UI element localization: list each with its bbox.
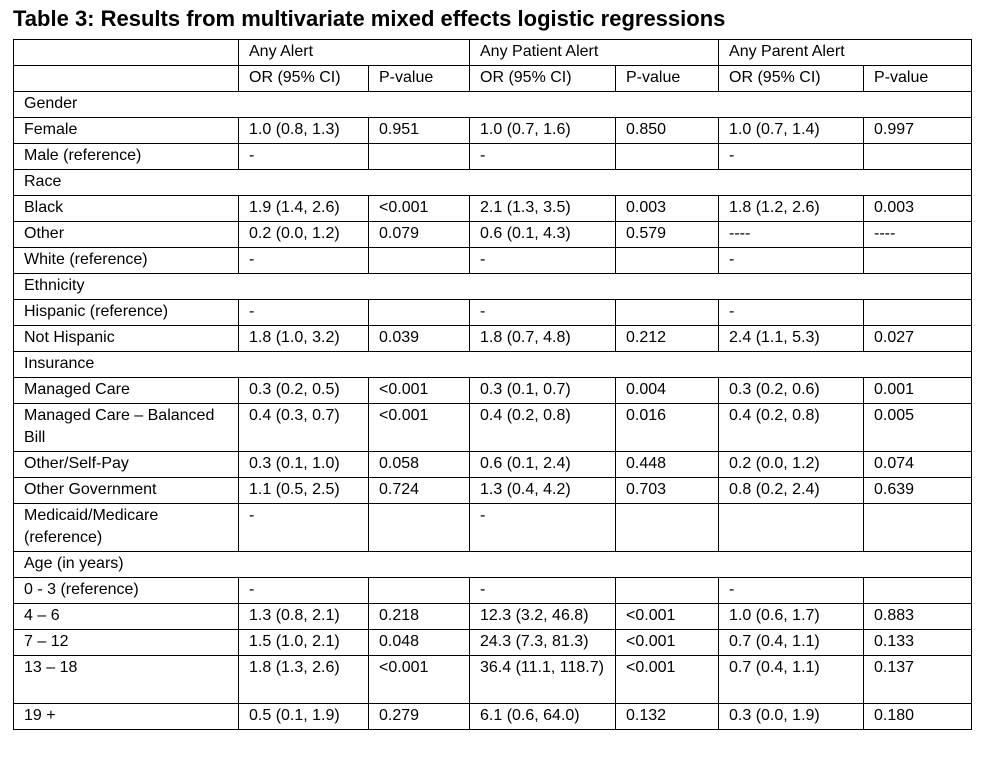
row-label: Managed Care (14, 378, 239, 404)
p-value-cell: 0.448 (616, 452, 719, 478)
p-value-cell: 0.850 (616, 118, 719, 144)
or-ci-cell: 6.1 (0.6, 64.0) (470, 704, 616, 730)
or-ci-cell: 36.4 (11.1, 118.7) (470, 656, 616, 704)
or-ci-cell: 1.0 (0.8, 1.3) (239, 118, 369, 144)
p-value-cell: <0.001 (369, 404, 470, 452)
or-ci-cell: - (239, 578, 369, 604)
p-value-cell: 0.039 (369, 326, 470, 352)
table-row (14, 578, 972, 604)
p-value-cell: 0.001 (864, 378, 972, 404)
group-header-row (14, 40, 972, 66)
table-row (14, 248, 972, 274)
or-ci-cell: 1.0 (0.7, 1.4) (719, 118, 864, 144)
row-label: 7 – 12 (14, 630, 239, 656)
row-label: Not Hispanic (14, 326, 239, 352)
or-ci-cell: 0.6 (0.1, 4.3) (470, 222, 616, 248)
or-ci-cell: - (470, 578, 616, 604)
p-value-cell: 0.218 (369, 604, 470, 630)
header-empty-cell (14, 40, 239, 66)
p-value-cell (369, 144, 470, 170)
p-value-cell: <0.001 (369, 378, 470, 404)
table-row (14, 504, 972, 552)
or-ci-cell: 0.4 (0.2, 0.8) (470, 404, 616, 452)
p-value-cell (616, 300, 719, 326)
table-row (14, 196, 972, 222)
p-value-cell: 0.997 (864, 118, 972, 144)
p-value-cell: 0.724 (369, 478, 470, 504)
or-ci-cell: ---- (719, 222, 864, 248)
p-value-cell: <0.001 (369, 196, 470, 222)
row-label: 4 – 6 (14, 604, 239, 630)
table-row (14, 452, 972, 478)
table-row (14, 300, 972, 326)
p-value-cell: <0.001 (369, 656, 470, 704)
row-label: Managed Care – Balanced Bill (14, 404, 239, 452)
or-ci-cell: 0.4 (0.2, 0.8) (719, 404, 864, 452)
p-value-cell: 0.003 (616, 196, 719, 222)
p-value-cell: 0.579 (616, 222, 719, 248)
section-row (14, 274, 972, 300)
section-label: Race (14, 170, 972, 196)
row-label: Male (reference) (14, 144, 239, 170)
row-label: 19 + (14, 704, 239, 730)
or-ci-cell: - (239, 144, 369, 170)
subheader-or-ci: OR (95% CI) (719, 66, 864, 92)
p-value-cell: 0.951 (369, 118, 470, 144)
or-ci-cell: - (719, 300, 864, 326)
table-title: Table 3: Results from multivariate mixed effects logistic regressions (13, 6, 726, 31)
p-value-cell: 0.180 (864, 704, 972, 730)
or-ci-cell: 0.4 (0.3, 0.7) (239, 404, 369, 452)
header-empty-cell (14, 66, 239, 92)
or-ci-cell: 0.7 (0.4, 1.1) (719, 656, 864, 704)
section-label: Gender (14, 92, 972, 118)
or-ci-cell: 1.8 (1.2, 2.6) (719, 196, 864, 222)
p-value-cell (616, 504, 719, 552)
row-label: Other/Self-Pay (14, 452, 239, 478)
or-ci-cell: 0.2 (0.0, 1.2) (239, 222, 369, 248)
or-ci-cell: 1.3 (0.4, 4.2) (470, 478, 616, 504)
p-value-cell (616, 578, 719, 604)
p-value-cell (369, 504, 470, 552)
p-value-cell (369, 248, 470, 274)
p-value-cell: 0.016 (616, 404, 719, 452)
or-ci-cell: 0.3 (0.1, 0.7) (470, 378, 616, 404)
or-ci-cell: - (470, 248, 616, 274)
p-value-cell: 0.058 (369, 452, 470, 478)
row-label: 0 - 3 (reference) (14, 578, 239, 604)
p-value-cell (864, 144, 972, 170)
or-ci-cell: 1.8 (1.0, 3.2) (239, 326, 369, 352)
table-row (14, 326, 972, 352)
p-value-cell (616, 248, 719, 274)
section-row (14, 92, 972, 118)
table-row (14, 118, 972, 144)
or-ci-cell: - (470, 300, 616, 326)
or-ci-cell: - (719, 248, 864, 274)
group-header-any-parent-alert: Any Parent Alert (719, 40, 972, 66)
section-row (14, 170, 972, 196)
or-ci-cell: - (239, 248, 369, 274)
p-value-cell: 0.003 (864, 196, 972, 222)
or-ci-cell: - (470, 144, 616, 170)
p-value-cell: <0.001 (616, 630, 719, 656)
table-row (14, 604, 972, 630)
or-ci-cell: 1.8 (1.3, 2.6) (239, 656, 369, 704)
table-row (14, 378, 972, 404)
p-value-cell: 0.027 (864, 326, 972, 352)
p-value-cell: 0.703 (616, 478, 719, 504)
subheader-p-value: P-value (616, 66, 719, 92)
or-ci-cell: 0.3 (0.2, 0.6) (719, 378, 864, 404)
p-value-cell: 0.639 (864, 478, 972, 504)
or-ci-cell: 1.8 (0.7, 4.8) (470, 326, 616, 352)
section-label: Age (in years) (14, 552, 972, 578)
or-ci-cell: 0.6 (0.1, 2.4) (470, 452, 616, 478)
p-value-cell: 0.212 (616, 326, 719, 352)
row-label: Other (14, 222, 239, 248)
section-row (14, 552, 972, 578)
or-ci-cell: 0.3 (0.0, 1.9) (719, 704, 864, 730)
group-header-any-patient-alert: Any Patient Alert (470, 40, 719, 66)
or-ci-cell: 0.3 (0.2, 0.5) (239, 378, 369, 404)
or-ci-cell (719, 504, 864, 552)
or-ci-cell: 2.1 (1.3, 3.5) (470, 196, 616, 222)
p-value-cell: 0.005 (864, 404, 972, 452)
table-body (14, 92, 972, 730)
p-value-cell (864, 300, 972, 326)
subheader-or-ci: OR (95% CI) (470, 66, 616, 92)
or-ci-cell: 1.5 (1.0, 2.1) (239, 630, 369, 656)
or-ci-cell: 1.0 (0.6, 1.7) (719, 604, 864, 630)
section-label: Insurance (14, 352, 972, 378)
row-label: Black (14, 196, 239, 222)
p-value-cell (616, 144, 719, 170)
or-ci-cell: 1.3 (0.8, 2.1) (239, 604, 369, 630)
or-ci-cell: 0.5 (0.1, 1.9) (239, 704, 369, 730)
p-value-cell: 0.074 (864, 452, 972, 478)
p-value-cell: 0.133 (864, 630, 972, 656)
table-row (14, 404, 972, 452)
or-ci-cell: 24.3 (7.3, 81.3) (470, 630, 616, 656)
table-row (14, 704, 972, 730)
row-label: Medicaid/Medicare (reference) (14, 504, 239, 552)
row-label: Female (14, 118, 239, 144)
p-value-cell: 0.004 (616, 378, 719, 404)
p-value-cell (369, 300, 470, 326)
or-ci-cell: 0.3 (0.1, 1.0) (239, 452, 369, 478)
or-ci-cell: 0.8 (0.2, 2.4) (719, 478, 864, 504)
p-value-cell: 0.132 (616, 704, 719, 730)
p-value-cell: 0.883 (864, 604, 972, 630)
p-value-cell: ---- (864, 222, 972, 248)
p-value-cell (369, 578, 470, 604)
section-label: Ethnicity (14, 274, 972, 300)
p-value-cell (864, 578, 972, 604)
row-label: 13 – 18 (14, 656, 239, 704)
table-row (14, 478, 972, 504)
p-value-cell: 0.279 (369, 704, 470, 730)
or-ci-cell: - (719, 144, 864, 170)
or-ci-cell: - (239, 300, 369, 326)
or-ci-cell: 12.3 (3.2, 46.8) (470, 604, 616, 630)
table-row (14, 222, 972, 248)
p-value-cell (864, 504, 972, 552)
or-ci-cell: 1.0 (0.7, 1.6) (470, 118, 616, 144)
sub-header-row (14, 66, 972, 92)
subheader-p-value: P-value (369, 66, 470, 92)
row-label: Other Government (14, 478, 239, 504)
results-table (13, 39, 972, 730)
p-value-cell: <0.001 (616, 656, 719, 704)
or-ci-cell: 1.1 (0.5, 2.5) (239, 478, 369, 504)
p-value-cell (864, 248, 972, 274)
group-header-any-alert: Any Alert (239, 40, 470, 66)
p-value-cell: 0.079 (369, 222, 470, 248)
p-value-cell: 0.137 (864, 656, 972, 704)
table-row (14, 656, 972, 704)
or-ci-cell: 0.2 (0.0, 1.2) (719, 452, 864, 478)
table-row (14, 630, 972, 656)
table-row (14, 144, 972, 170)
row-label: Hispanic (reference) (14, 300, 239, 326)
p-value-cell: <0.001 (616, 604, 719, 630)
or-ci-cell: 1.9 (1.4, 2.6) (239, 196, 369, 222)
p-value-cell: 0.048 (369, 630, 470, 656)
row-label: White (reference) (14, 248, 239, 274)
or-ci-cell: 0.7 (0.4, 1.1) (719, 630, 864, 656)
or-ci-cell: - (239, 504, 369, 552)
or-ci-cell: - (470, 504, 616, 552)
section-row (14, 352, 972, 378)
or-ci-cell: 2.4 (1.1, 5.3) (719, 326, 864, 352)
subheader-p-value: P-value (864, 66, 972, 92)
or-ci-cell: - (719, 578, 864, 604)
subheader-or-ci: OR (95% CI) (239, 66, 369, 92)
